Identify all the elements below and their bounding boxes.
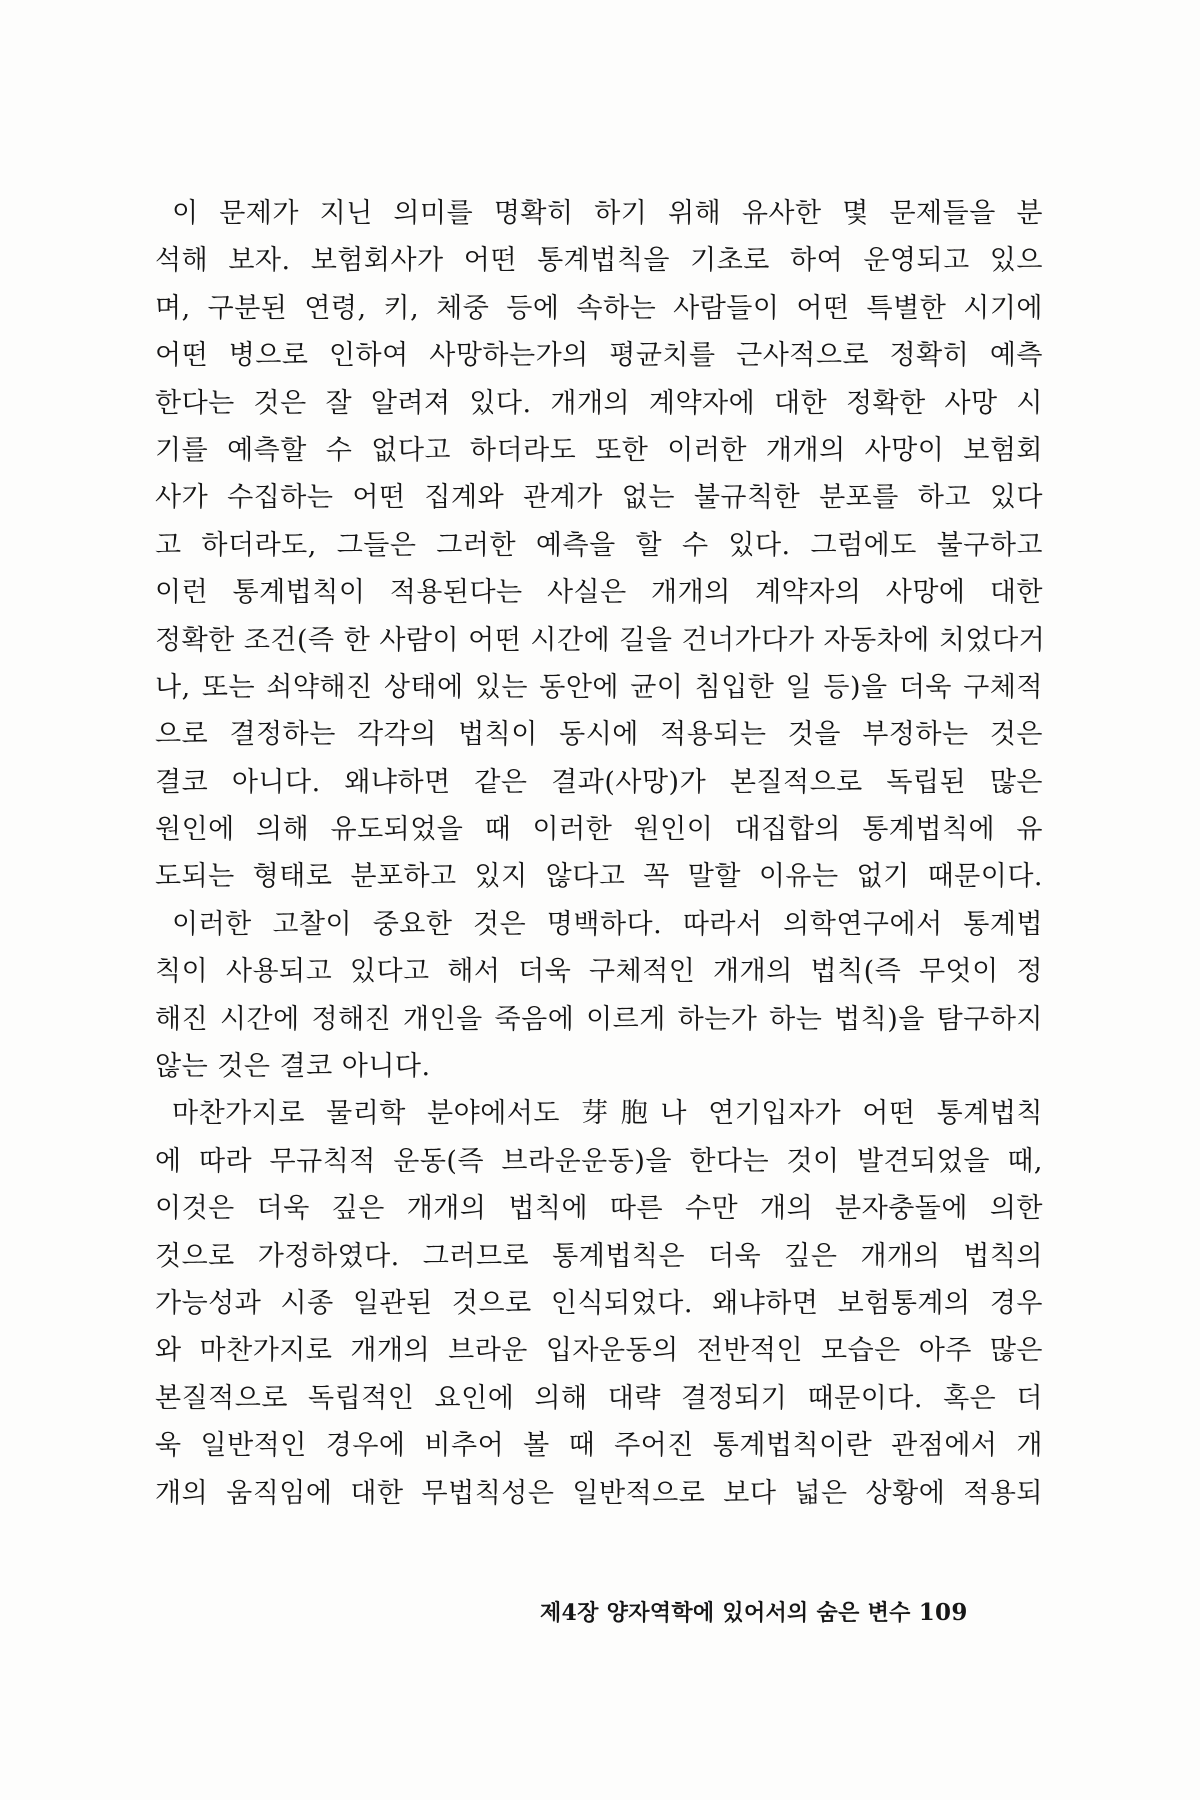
text-line: 사가 수집하는 어떤 집계와 관계가 없는 불규칙한 분포를 하고 있다 <box>155 482 1043 514</box>
text-line: 와 마찬가지로 개개의 브라운 입자운동의 전반적인 모습은 아주 많은 <box>155 1335 1043 1367</box>
text-line: 마찬가지로 물리학 분야에서도 芽胞나 연기입자가 어떤 통계법칙 <box>172 1098 1043 1130</box>
text-line: 않는 것은 결코 아니다. <box>155 1051 431 1083</box>
text-line: 기를 예측할 수 없다고 하더라도 또한 이러한 개개의 사망이 보험회 <box>155 434 1043 466</box>
text-line: 칙이 사용되고 있다고 해서 더욱 구체적인 개개의 법칙(즉 무엇이 정 <box>155 956 1043 988</box>
running-footer-chapter-title: 제4장 양자역학에 있어서의 숨은 변수 <box>540 1600 911 1626</box>
text-line: 이러한 고찰이 중요한 것은 명백하다. 따라서 의학연구에서 통계법 <box>172 908 1043 940</box>
text-line: 으로 결정하는 각각의 법칙이 동시에 적용되는 것을 부정하는 것은 <box>155 719 1043 751</box>
text-line: 해진 시간에 정해진 개인을 죽음에 이르게 하는가 하는 법칙)을 탐구하지 <box>155 1003 1043 1035</box>
text-line: 어떤 병으로 인하여 사망하는가의 평균치를 근사적으로 정확히 예측 <box>155 340 1043 372</box>
text-line: 석해 보자. 보험회사가 어떤 통계법칙을 기초로 하여 운영되고 있으 <box>155 245 1043 277</box>
text-line: 도되는 형태로 분포하고 있지 않다고 꼭 말할 이유는 없기 때문이다. <box>155 861 1043 893</box>
text-line: 것으로 가정하였다. 그러므로 통계법칙은 더욱 깊은 개개의 법칙의 <box>155 1240 1043 1272</box>
text-line: 며, 구분된 연령, 키, 체중 등에 속하는 사람들이 어떤 특별한 시기에 <box>155 292 1043 324</box>
text-line: 원인에 의해 유도되었을 때 이러한 원인이 대집합의 통계법칙에 유 <box>155 814 1043 846</box>
text-line: 한다는 것은 잘 알려져 있다. 개개의 계약자에 대한 정확한 사망 시 <box>155 387 1043 419</box>
text-line: 이것은 더욱 깊은 개개의 법칙에 따른 수만 개의 분자충돌에 의한 <box>155 1193 1043 1225</box>
text-line: 이런 통계법칙이 적용된다는 사실은 개개의 계약자의 사망에 대한 <box>155 577 1043 609</box>
text-line: 본질적으로 독립적인 요인에 의해 대략 결정되기 때문이다. 혹은 더 <box>155 1382 1043 1414</box>
page-footer <box>540 1596 1040 1627</box>
text-line: 개의 움직임에 대한 무법칙성은 일반적으로 보다 넓은 상황에 적용되 <box>155 1477 1043 1509</box>
text-line: 이 문제가 지닌 의미를 명확히 하기 위해 유사한 몇 문제들을 분 <box>172 198 1043 229</box>
text-line: 나, 또는 쇠약해진 상태에 있는 동안에 균이 침입한 일 등)을 더욱 구체적 <box>155 671 1043 703</box>
text-line: 고 하더라도, 그들은 그러한 예측을 할 수 있다. 그럼에도 불구하고 <box>155 529 1043 561</box>
text-line: 가능성과 시종 일관된 것으로 인식되었다. 왜냐하면 보험통계의 경우 <box>155 1287 1043 1319</box>
text-line: 욱 일반적인 경우에 비추어 볼 때 주어진 통계법칙이란 관점에서 개 <box>155 1430 1043 1462</box>
body-text <box>155 190 1046 1517</box>
text-line: 결코 아니다. 왜냐하면 같은 결과(사망)가 본질적으로 독립된 많은 <box>155 766 1043 798</box>
text-line: 에 따라 무규칙적 운동(즉 브라운운동)을 한다는 것이 발견되었을 때, <box>155 1145 1043 1177</box>
page-number: 109 <box>918 1599 968 1626</box>
text-line: 정확한 조건(즉 한 사람이 어떤 시간에 길을 건너가다가 자동차에 치었다거 <box>155 624 1046 656</box>
